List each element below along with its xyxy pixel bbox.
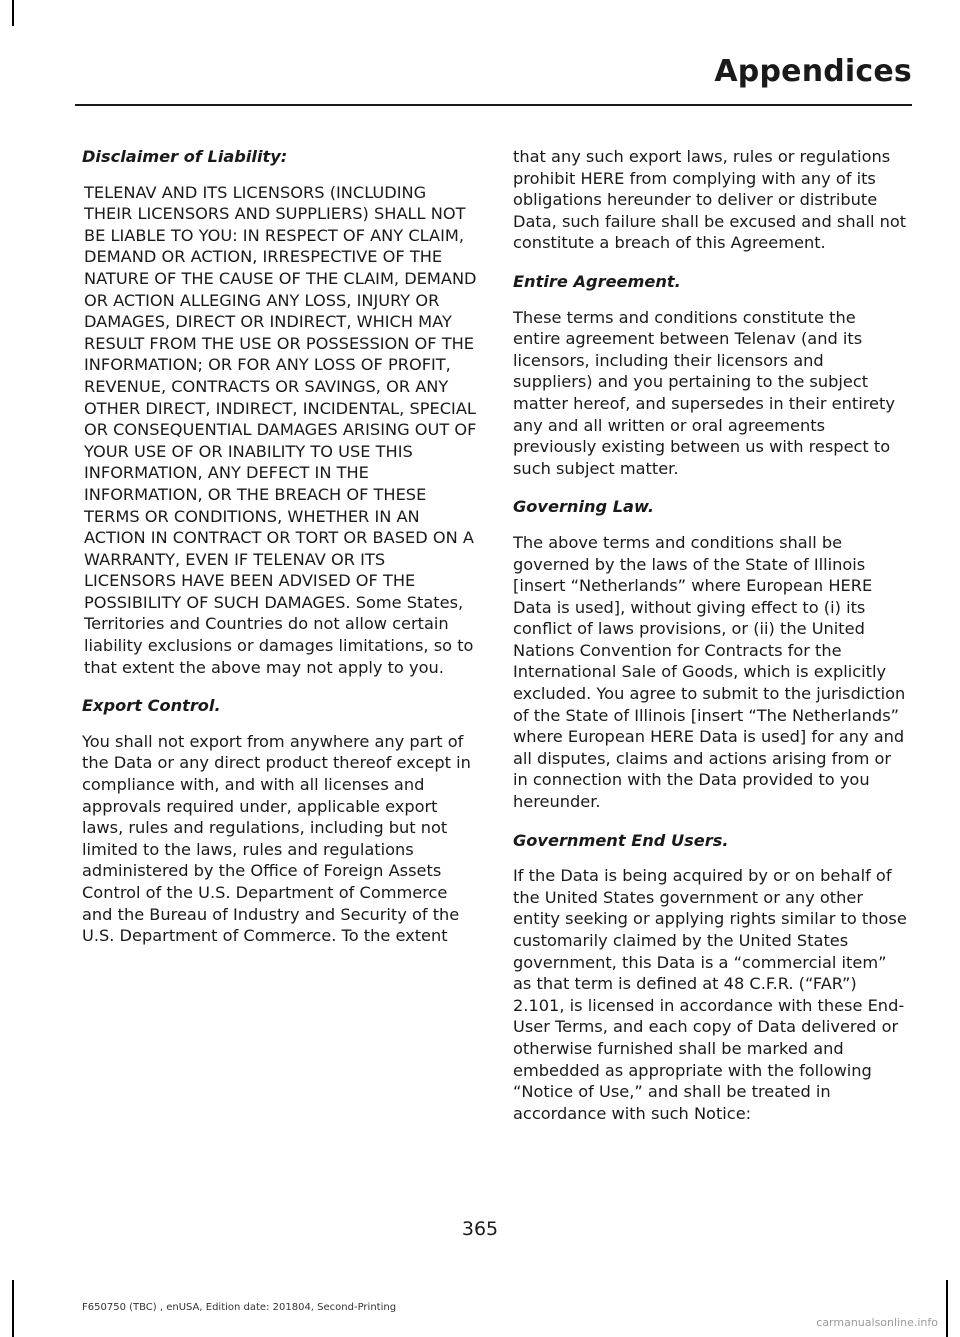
government-end-users-paragraph: If the Data is being acquired by or on behalf of the United States government or any other entity seeking or applying rights similar to those customarily claimed by the United States government, this Data is a “commercial item” as that term is defined at 48 C.F.R. (“FAR”) 2.101, is licensed in accordance with these End-User Terms, and each copy of Data delivered or otherwise furnished shall be marked and embedded as appropriate with the following “Notice of Use,” and shall be treated in accordance with such Notice: [513, 866, 907, 1123]
site-watermark: carmanualsonline.info [816, 1316, 938, 1329]
header-divider [75, 104, 912, 106]
disclaimer-paragraph: TELENAV AND ITS LICENSORS (INCLUDING THEIR LICENSORS AND SUPPLIERS) SHALL NOT BE LIABLE TO YOU: IN RESPECT OF ANY CLAIM, DEMAND OR ACTION, IRRESPECTIVE OF THE NATURE OF THE CAUSE OF THE CLAIM, DEMAND OR ACTION ALLEGING ANY LOSS, INJURY OR DAMAGES, DIRECT OR INDIRECT, WHICH MAY RESULT FROM THE USE OR POSSESSION OF THE INFORMATION; OR FOR ANY LOSS OF PROFIT, REVENUE, CONTRACTS OR SAVINGS, OR ANY OTHER DIRECT, INDIRECT, INCIDENTAL, SPECIAL OR CONSEQUENTIAL DAMAGES ARISING OUT OF YOUR USE OF OR INABILITY TO USE THIS INFORMATION, ANY DEFECT IN THE INFORMATION, OR THE BREACH OF THESE TERMS OR CONDITIONS, WHETHER IN AN ACTION IN CONTRACT OR TORT OR BASED ON A WARRANTY, EVEN IF TELENAV OR ITS LICENSORS HAVE BEEN ADVISED OF THE POSSIBILITY OF SUCH DAMAGES. Some States, Territories and Countries do not allow certain liability exclusions or damages limitations, so to that extent the above may not apply to you. [84, 182, 477, 677]
crop-mark-bottom-left-vertical [12, 1280, 14, 1337]
government-end-users-heading: Government End Users. [513, 830, 729, 850]
edition-info: F650750 (TBC) , enUSA, Edition date: 201804, Second-Printing [82, 1302, 397, 1313]
entire-agreement-paragraph: These terms and conditions constitute the entire agreement between Telenav (and its licensors, including their licensors and suppliers) and you pertaining to the subject matter hereof, and supersedes in their entirety any and all written or oral agreements previously existing between us with respect to such subject matter. [513, 307, 895, 478]
page-section-title: Appendices [714, 54, 912, 89]
export-control-paragraph: You shall not export from anywhere any part of the Data or any direct product thereof except in compliance with, and with all licenses and approvals required under, applicable export laws, rules and regulations, including but not limited to the laws, rules and regulations administered by the Office of Foreign Assets Control of the U.S. Department of Commerce and the Bureau of Industry and Security of the U.S. Department of Commerce. To the extent [82, 731, 471, 946]
entire-agreement-heading: Entire Agreement. [513, 271, 681, 291]
page-number: 365 [461, 1218, 499, 1240]
governing-law-paragraph: The above terms and conditions shall be governed by the laws of the State of Illinois [insert “Netherlands” where European HERE Data is used], without giving effect to (i) its conflict of laws provisions, or (ii) the United Nations Convention for Contracts for the International Sale of Goods, which is explicitly excluded. You agree to submit to the jurisdiction of the State of Illinois [insert “The Netherlands” where European HERE Data is used] for any and all disputes, claims and actions arising from or in connection with the Data provided to you hereunder. [513, 532, 906, 812]
crop-mark-top-left-vertical [12, 0, 14, 26]
disclaimer-heading: Disclaimer of Liability: [82, 147, 288, 166]
export-control-heading: Export Control. [82, 696, 221, 716]
left-column [82, 146, 477, 964]
governing-law-heading: Governing Law. [513, 497, 655, 517]
crop-mark-bottom-right-vertical [946, 1280, 948, 1337]
right-column [513, 146, 908, 1141]
export-control-continued-paragraph: that any such export laws, rules or regulations prohibit HERE from complying with any of its obligations hereunder to deliver or distribute Data, such failure shall be excused and shall not constitute a breach of this Agreement. [513, 147, 907, 253]
